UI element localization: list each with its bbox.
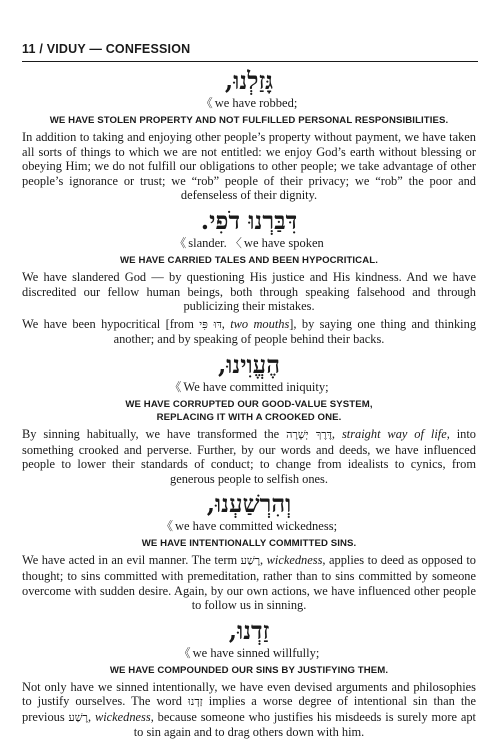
chevron-left-icon: 《 [178,645,191,660]
chevron-left-icon: 《 [169,379,182,394]
text-run: , because someone who justifies his misdeeds is surely more apt to sin again and to drag others down with him. [133,709,476,740]
header-title: VIDUY — CONFESSION [46,42,191,56]
hebrew-word: וְהִרְשַׁעְנוּ, [206,489,292,519]
chevron-left-icon: 《 [200,96,213,110]
hebrew-word: הֶעֱוִינוּ, [217,349,281,379]
paragraph: By sinning habitually, we have transformed the דֶּרֶךְ יְשָׁרָה, straight way of life, into something crooked and perverse. Further, by our words and deeds, we have influenced people to lower their standards of conduct; to change from idealists to cynics, from generous people to selfish ones. [22,426,476,486]
italic-term: two mouths [230,316,290,331]
transliteration-line [22,96,476,111]
heading-line: WE HAVE CORRUPTED OUR GOOD-VALUE SYSTEM, [125,398,373,410]
italic-term: straight way of life [341,426,447,441]
hebrew-term: דֶּרֶךְ יְשָׁרָה [286,427,332,441]
chevron-left-icon: 《 [174,235,187,250]
section-willfully [22,616,476,740]
section-heading: WE HAVE INTENTIONALLY COMMITTED SINS. [141,538,357,550]
heading-line: REPLACING IT WITH A CROOKED ONE. [156,411,342,423]
transliteration-line [22,646,476,661]
chevron-left-small-icon: 〈 [229,235,242,250]
italic-term: wickedness [266,553,323,568]
translation: we have committed wickedness; [174,519,338,534]
hebrew-word: זַדְנוּ, [228,615,270,645]
text-run: By sinning habitually, we have transformed the [22,426,280,441]
section-robbed [22,66,476,203]
text-run: , applies to deed as opposed to thought; to sins committed with premeditation, rather than to sins committed by someone overcome with sudden desire. Again, by our own actions, we have influenced other people to follow us in sinning. [22,553,476,613]
section-wickedness [22,489,476,612]
hebrew-word: דִּבַּרְנוּ דֹפִי. [200,205,298,235]
section-iniquity [22,350,476,486]
paragraph: In addition to taking and enjoying other people’s property without payment, we have taken all sorts of things to which we are not entitled: we enjoy God’s earth without blessing or obeying Him; we do not fulfill our obligations to other people; we take advantage of other people’s ignorance or trust; we “rob” people of their privacy; we “rob” the poor and defenseless of their dignity. [22,130,476,203]
page-number: 11 [22,42,36,56]
paragraph: Not only have we sinned intentionally, we have even devised arguments and philosophies to justify ourselves. The word זַדְנוּ implies a worse degree of intentional sin than the previous רֶשַׁע, wickedness, because someone who justifies his misdeeds is surely more apt to sin again and to drag others down with him. [22,679,476,740]
paragraph: We have acted in an evil manner. The term רֶשַׁע, wickedness, applies to deed as opposed to thought; to sins committed with premeditation, rather than to sins committed by someone overcome with sudden desire. Again, by our own actions, we have influenced other people to follow us in sinning. [22,553,476,613]
translation-a: slander. [188,235,227,250]
text-run: Not only have we sinned intentionally, we have even devised arguments and philosophies to justify ourselves. The word [22,679,476,709]
text-run: ], by saying one thing and thinking another; and by speaking of people behind their backs. [113,316,477,347]
section-heading [22,398,476,424]
section-heading: WE HAVE CARRIED TALES AND BEEN HYPOCRITICAL. [120,254,378,266]
transliteration-line [22,236,476,251]
translation-b: we have spoken [243,235,324,250]
hebrew-term: רֶשַׁע [240,554,261,568]
hebrew-term: רֶשַׁע [68,710,88,724]
italic-term: wickedness [94,709,151,724]
text-run: implies a worse degree of intentional sin than the previous [22,694,476,724]
hebrew-word: גָּזַלְנוּ, [224,66,274,95]
translation: We have committed iniquity; [183,379,329,394]
text-run: We have acted in an evil manner. The term [22,553,238,568]
transliteration-line [22,519,476,534]
hebrew-term: זַדְנוּ [187,695,203,709]
chevron-left-icon: 《 [160,519,173,534]
paragraph: We have been hypocritical [from דּוּ פִּי, two mouths], by saying one thing and thinking another; and by speaking of people behind their backs. [22,316,477,347]
content [22,66,476,743]
hebrew-term: דּוּ פִּי [199,317,222,331]
header-separator: / [39,42,43,56]
translation: we have sinned willfully; [192,645,320,660]
header-rule [22,61,478,62]
paragraph: We have slandered God — by questioning His justice and His kindness. And we have discredited our fellow human beings, both through speaking falsehood and through publicizing their mistakes. [22,269,476,314]
transliteration-line [22,380,476,395]
section-slander [22,206,476,347]
section-heading: WE HAVE STOLEN PROPERTY AND NOT FULFILLED PERSONAL RESPONSIBILITIES. [49,115,449,126]
text-run: We have been hypocritical [from [22,316,194,331]
text-run: , into something crooked and perverse. Further, by our words and deeds, we have influenced people to lower their standards of conduct; to change from idealists to cynics, from generous people to selfish ones. [22,426,476,486]
translation: we have robbed; [214,96,298,110]
running-header [22,42,478,60]
section-heading: WE HAVE COMPOUNDED OUR SINS BY JUSTIFYING THEM. [109,664,389,676]
